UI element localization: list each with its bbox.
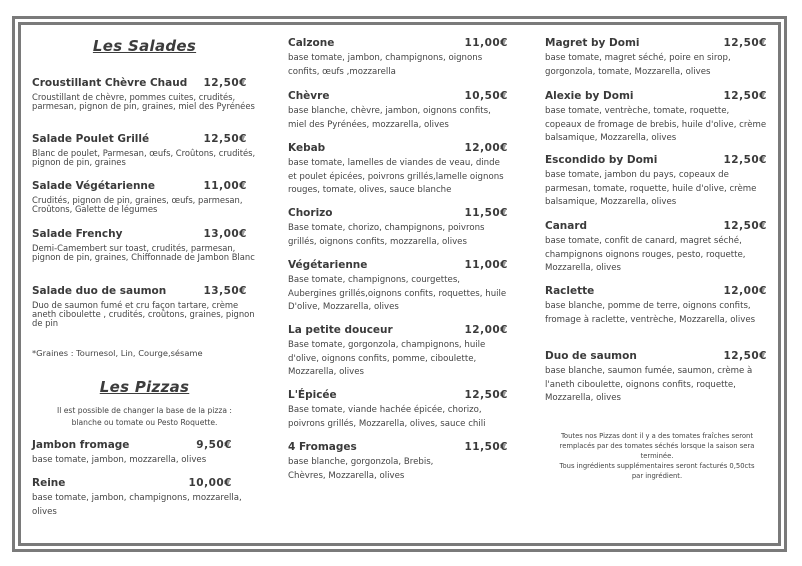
pizzas-title: Les Pizzas (99, 378, 190, 396)
item-name: La petite douceur (288, 324, 393, 336)
item-description: base tomate, jambon, champignons, mozzarella, olives (32, 493, 242, 517)
pizza-item (545, 220, 767, 276)
pizza-item (545, 154, 767, 210)
item-name: Salade Végétarienne (32, 180, 156, 192)
graines-note: *Graines : Tournesol, Lin, Courge,sésame (32, 348, 203, 358)
pizza-item (545, 37, 767, 79)
salade-item (32, 228, 257, 262)
item-price: 12,00€ (723, 285, 767, 297)
salade-item (32, 77, 257, 111)
item-description: Base tomate, viande hachée épicée, chorizo, poivrons grillés, Mozzarella, olives, sauce chili (288, 405, 486, 429)
pizza-item (288, 207, 508, 249)
pizza-item (32, 439, 242, 468)
pizza-footnote (537, 431, 777, 481)
footnote-line: terminée. (640, 452, 674, 460)
salade-item (32, 133, 257, 167)
item-name: Salade duo de saumon (32, 285, 167, 297)
pizza-item (288, 441, 508, 483)
pizza-item (545, 285, 767, 327)
item-name: Chorizo (288, 207, 333, 219)
item-description: Croustillant de chèvre, pommes cuites, crudités, parmesan, pignon de pin, graines, miel des Pyrénées (32, 92, 255, 111)
item-price: 11,00€ (464, 37, 508, 49)
item-name: Croustillant Chèvre Chaud (32, 77, 188, 89)
item-description: base tomate, ventrèche, tomate, roquette, copeaux de fromage de brebis, huile d'olive, crème balsamique, Mozzarella, olives (545, 106, 767, 143)
item-description: base tomate, jambon, champignons, oignons confits, œufs ,mozzarella (288, 53, 483, 77)
item-name: Magret by Domi (545, 37, 640, 49)
item-description: Crudités, pignon de pin, graines, œufs, parmesan, Croûtons, Galette de légumes (32, 195, 243, 214)
pizza-item (288, 142, 508, 198)
item-description: base blanche, saumon fumée, saumon, crème à l'aneth ciboulette, oignons confits, roquette, Mozzarella, olives (545, 366, 753, 403)
item-name: Duo de saumon (545, 350, 637, 362)
footnote-line: Tous ingrédients supplémentaires seront facturés 0,50cts (559, 462, 755, 470)
pizza-item (545, 90, 767, 146)
item-name: Reine (32, 477, 66, 489)
item-price: 12,50€ (723, 220, 767, 232)
item-name: 4 Fromages (288, 441, 357, 453)
item-price: 11,50€ (464, 441, 508, 453)
item-name: Kebab (288, 142, 326, 154)
pizza-item (32, 477, 242, 519)
item-name: Salade Poulet Grillé (32, 133, 150, 145)
item-price: 12,00€ (464, 142, 508, 154)
item-name: L'Épicée (288, 389, 337, 401)
item-price: 11,50€ (464, 207, 508, 219)
item-price: 13,00€ (203, 228, 247, 240)
item-name: Raclette (545, 285, 595, 297)
item-price: 12,50€ (203, 133, 247, 145)
item-description: base tomate, jambon, mozzarella, olives (32, 455, 207, 465)
item-description: base tomate, lamelles de viandes de veau, dinde et poulet épicées, poivrons grillés,lamelle oignons rouges, tomate, olives, sauce blanche (288, 158, 504, 195)
pizza-item (288, 90, 508, 132)
item-price: 12,50€ (723, 154, 767, 166)
item-price: 12,50€ (723, 350, 767, 362)
item-name: Végétarienne (288, 259, 368, 271)
item-description: base tomate, magret séché, poire en sirop, gorgonzola, tomate, Mozzarella, olives (545, 53, 731, 77)
item-description: Demi-Camembert sur toast, crudités, parmesan, pignon de pin, graines, Chiffonnade de Jambon Blanc (32, 243, 255, 262)
pizza-item (288, 389, 508, 431)
item-description: Duo de saumon fumé et cru façon tartare, crème aneth ciboulette , crudités, croûtons, graines, pignon de pin (32, 300, 255, 328)
item-name: Escondido by Domi (545, 154, 658, 166)
item-name: Alexie by Domi (545, 90, 634, 102)
item-name: Chèvre (288, 90, 330, 102)
item-name: Salade Frenchy (32, 228, 123, 240)
item-description: Base tomate, gorgonzola, champignons, huile d'olive, oignons confits, pomme, ciboulette, Mozzarella, olives (288, 340, 486, 377)
salade-item (32, 285, 257, 328)
item-price: 12,50€ (464, 389, 508, 401)
item-price: 12,50€ (723, 37, 767, 49)
item-description: base tomate, confit de canard, magret séché, champignons oignons rouges, pesto, roquette, Mozzarella, olives (545, 236, 746, 273)
footnote-line: Toutes nos Pizzas dont il y a des tomates fraîches seront (560, 432, 754, 440)
salade-item (32, 180, 257, 214)
pizza-item (288, 259, 508, 315)
item-price: 12,50€ (203, 77, 247, 89)
pizza-base-note (32, 405, 257, 429)
item-description: base blanche, chèvre, jambon, oignons confits, miel des Pyrénées, mozzarella, olives (288, 106, 491, 130)
item-price: 9,50€ (196, 439, 232, 451)
item-price: 13,50€ (203, 285, 247, 297)
item-description: base tomate, jambon du pays, copeaux de parmesan, tomate, roquette, huile d'olive, crème balsamique, Mozzarella, olives (545, 170, 757, 207)
item-price: 10,00€ (188, 477, 232, 489)
item-description: base blanche, pomme de terre, oignons confits, fromage à raclette, ventrèche, Mozzarella, olives (545, 301, 756, 325)
item-price: 11,00€ (464, 259, 508, 271)
item-name: Jambon fromage (32, 439, 130, 451)
item-description: Base tomate, champignons, courgettes, Aubergines grillés,oignons confits, roquettes, huile D'olive, Mozzarella, olives (288, 275, 507, 312)
item-name: Calzone (288, 37, 335, 49)
footnote-line: par ingrédient. (631, 472, 683, 480)
salades-title: Les Salades (92, 37, 197, 55)
item-description: base blanche, gorgonzola, Brebis, Chèvres, Mozzarella, olives (288, 457, 434, 481)
pizza-item (288, 324, 508, 380)
footnote-line: remplacés par des tomates séchés lorsque la saison sera (559, 442, 755, 450)
item-price: 10,50€ (464, 90, 508, 102)
pizza-item (288, 37, 508, 79)
item-price: 12,00€ (464, 324, 508, 336)
pizza-item (545, 350, 767, 406)
item-description: Blanc de poulet, Parmesan, œufs, Croûtons, crudités, pignon de pin, graines (32, 148, 256, 167)
item-name: Canard (545, 220, 588, 232)
item-price: 11,00€ (203, 180, 247, 192)
pizza-base-note-line: blanche ou tomate ou Pesto Roquette. (71, 418, 218, 427)
item-description: Base tomate, chorizo, champignons, poivrons grillés, oignons confits, mozzarella, olives (288, 223, 485, 247)
item-price: 12,50€ (723, 90, 767, 102)
pizza-base-note-line: Il est possible de changer la base de la pizza : (57, 406, 232, 415)
